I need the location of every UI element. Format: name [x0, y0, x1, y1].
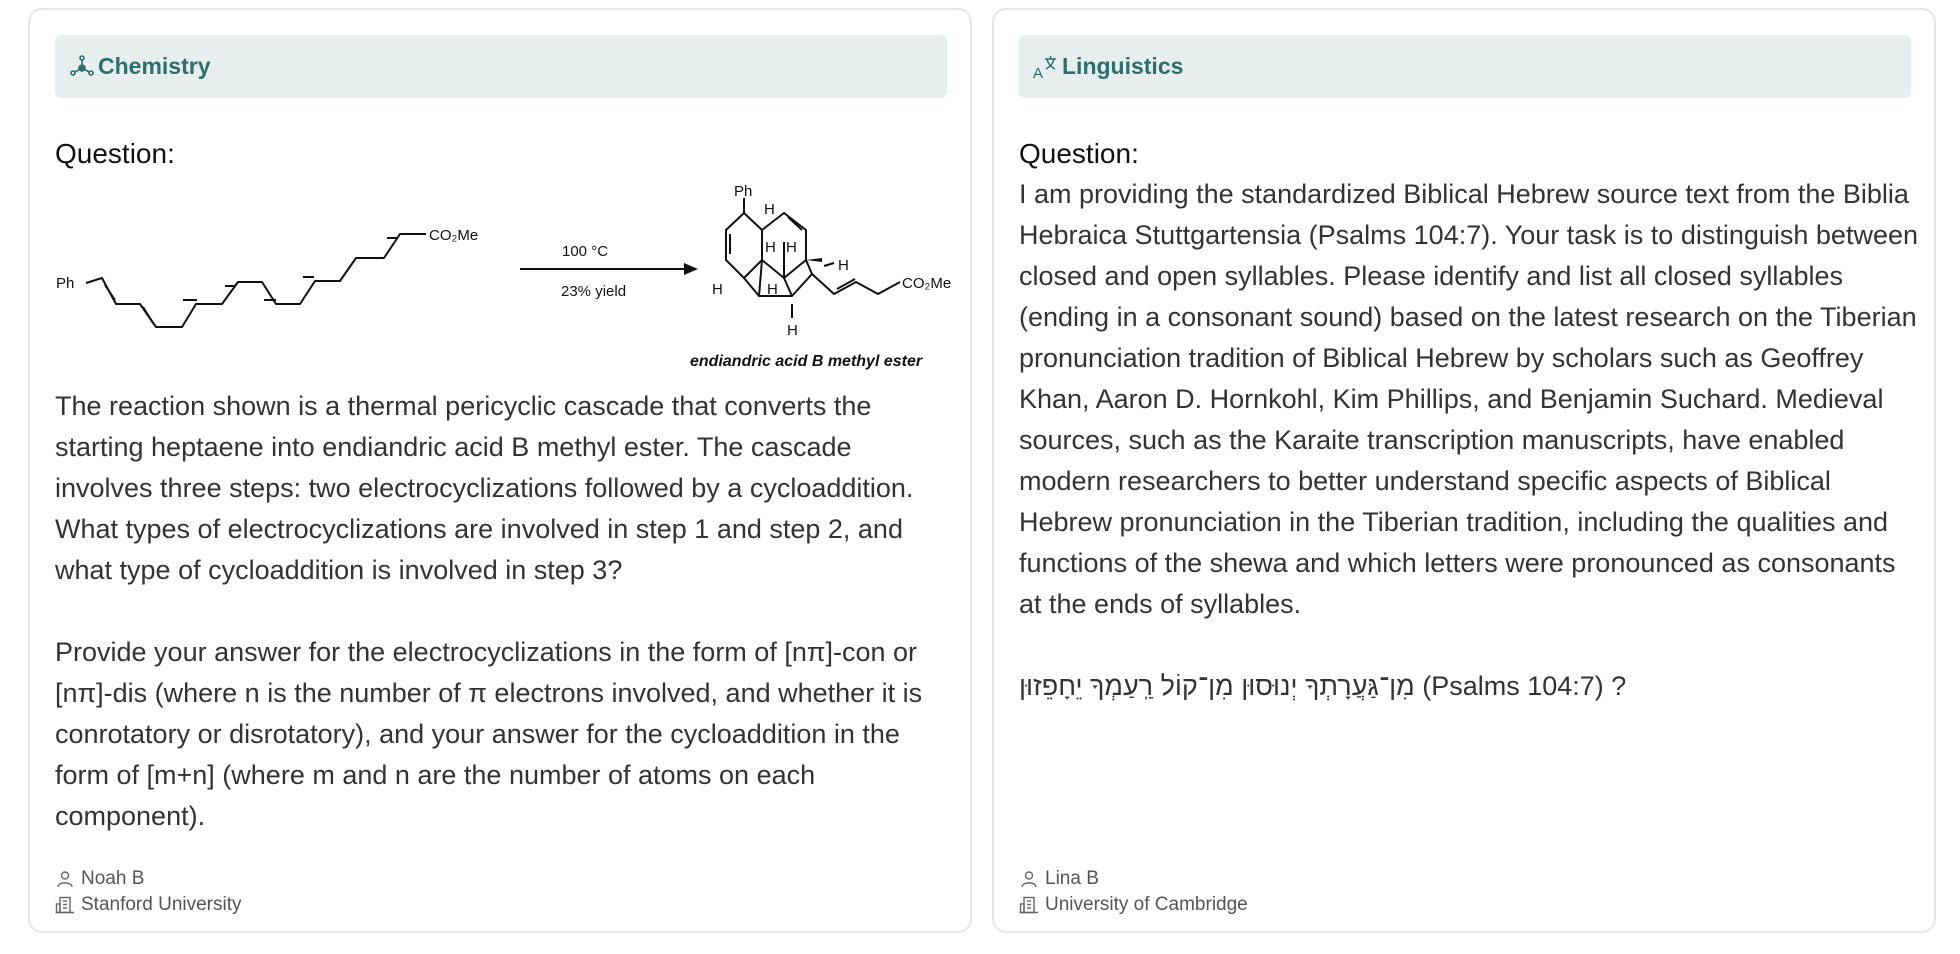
affiliation-line: [55, 894, 242, 916]
h-label-7: H: [787, 322, 798, 339]
co2me-label-left: CO₂Me: [429, 227, 479, 244]
h-label-4: H: [838, 257, 849, 274]
affiliation-line: [1019, 894, 1248, 916]
hebrew-verse: מִן־גַּעֲרָתְךָ יְנוּסוּן מִן־קוֹל רַֽעַמְךָ יֵחָפֵזוּן: [1019, 671, 1415, 701]
author-name: Noah B: [81, 868, 145, 889]
h-label-5: H: [712, 281, 723, 298]
question-paragraph-1: I am providing the standardized Biblical Hebrew source text from the Biblia Hebraica Stuttgartensia (Psalms 104:7). Your task is to distinguish between closed and open syllables. Please identify and list all closed syllables (ending in a consonant sound) based on the latest research on the Tiberian pronunciation tradition of Biblical Hebrew by scholars such as Geoffrey Khan, Aaron D. Hornkohl, Kim Phillips, and Benjamin Suchard. Medieval sources, such as the Karaite transcription manuscripts, have enabled modern researchers to better understand specific aspects of Biblical Hebrew pronunciation in the Tiberian tradition, including the qualities and functions of the shewa and which letters were pronounced as consonants at the ends of syllables.: [1019, 179, 1918, 619]
translate-icon: [1032, 53, 1060, 81]
condition-yield: 23% yield: [561, 283, 627, 300]
author-name: Lina B: [1045, 868, 1099, 889]
user-icon: [55, 869, 75, 889]
heptaene-chain: [86, 234, 426, 327]
category-title: Linguistics: [1062, 53, 1184, 79]
h-label-6: H: [767, 281, 778, 298]
category-title: Chemistry: [98, 53, 211, 79]
question-label: Question:: [55, 138, 175, 169]
ph-label-left: Ph: [56, 275, 75, 292]
user-icon: [1019, 869, 1039, 889]
verse-reference: (Psalms 104:7) ?: [1422, 671, 1627, 701]
condition-temperature: 100 °C: [562, 243, 609, 260]
molecule-icon: [68, 53, 96, 81]
h-label-3: H: [765, 239, 776, 256]
question-paragraph-2: Provide your answer for the electrocyclizations in the form of [nπ]-con or [nπ]-dis (where n is the number of π electrons involved, and whether it is conrotatory or disrotatory), and your answer for the cycloaddition in the form of [m+n] (where m and n are the number of atoms on each component).: [55, 637, 923, 831]
affiliation-name: Stanford University: [81, 894, 242, 915]
building-icon: [55, 895, 75, 915]
affiliation-name: University of Cambridge: [1045, 894, 1248, 915]
svg-text:A: A: [1033, 64, 1044, 81]
author-line: [55, 868, 144, 890]
h-label-2: H: [786, 239, 797, 256]
card-header: [1019, 35, 1911, 98]
author-line: [1019, 868, 1099, 890]
reaction-scheme: [44, 178, 954, 378]
building-icon: [1019, 895, 1039, 915]
co2me-label-product: CO₂Me: [902, 275, 952, 292]
question-paragraph-1: The reaction shown is a thermal pericyclic cascade that converts the starting heptaene into endiandric acid B methyl ester. The cascade involves three steps: two electrocyclizations followed by a cycloaddition. What types of electrocyclizations are involved in step 1 and step 2, and what type of cycloaddition is involved in step 3?: [55, 391, 914, 585]
product-skeleton: [726, 213, 762, 278]
question-card-chemistry: [28, 8, 972, 933]
question-card-linguistics: [992, 8, 1936, 933]
question-text: [55, 386, 955, 837]
ph-label-product: Ph: [734, 183, 753, 200]
product-name: endiandric acid B methyl ester: [690, 353, 923, 370]
h-label-1: H: [764, 201, 775, 218]
card-header: [55, 35, 947, 98]
hebrew-verse-line: [1019, 666, 1919, 707]
question-label: Question:: [1019, 138, 1139, 169]
question-text: [1019, 174, 1919, 707]
